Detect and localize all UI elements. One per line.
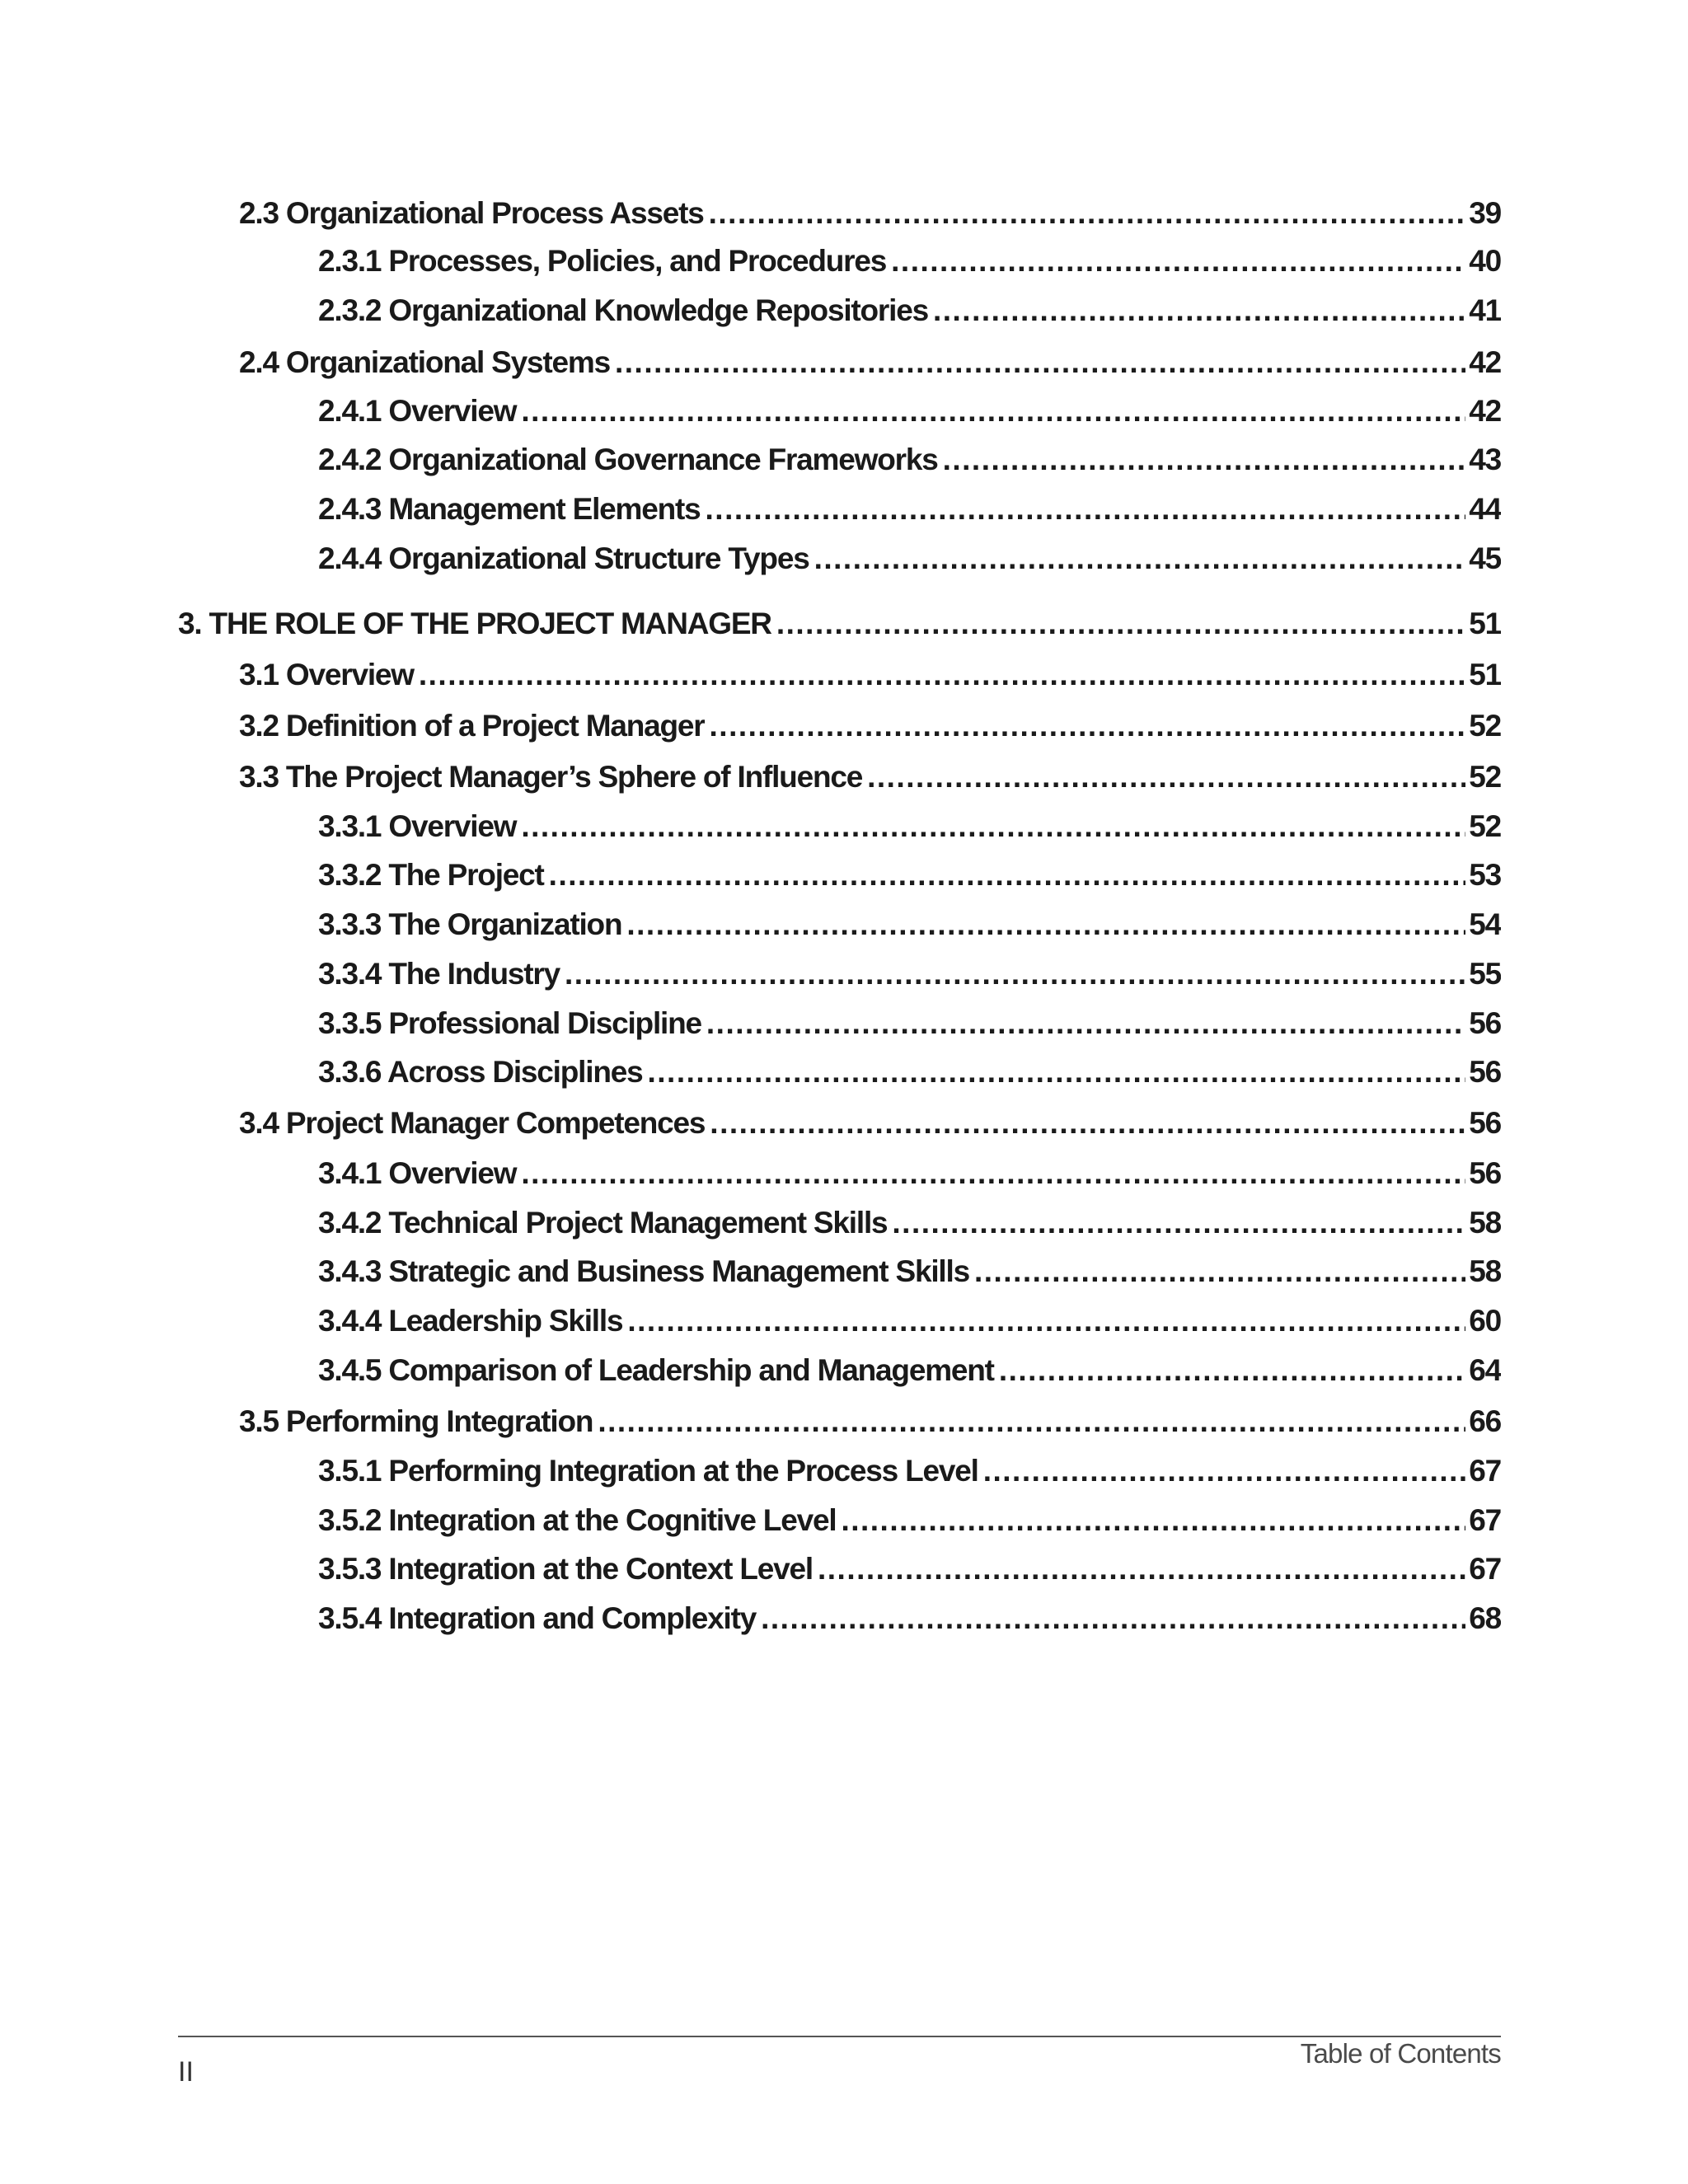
toc-entry[interactable] — [318, 1252, 1501, 1291]
footer-section-label: Table of Contents — [1300, 2038, 1501, 2069]
toc-entry-title: 3.3.3 The Organization — [318, 907, 622, 941]
toc-entry[interactable] — [318, 1203, 1501, 1243]
dot-leader — [776, 604, 1465, 644]
toc-entry-title: 2.4.2 Organizational Governance Frameworks — [318, 443, 938, 476]
dot-leader — [549, 855, 1466, 895]
dot-leader — [565, 954, 1465, 994]
toc-entry[interactable] — [318, 905, 1501, 944]
dot-leader — [891, 241, 1465, 281]
toc-entry-page: 52 — [1469, 760, 1501, 794]
toc-entry-page: 42 — [1469, 345, 1501, 379]
toc-entry-page: 66 — [1469, 1404, 1501, 1438]
toc-entry[interactable] — [318, 1599, 1501, 1638]
dot-leader — [761, 1599, 1465, 1638]
toc-entry-page: 39 — [1469, 196, 1501, 230]
toc-entry-title: 3.3 The Project Manager’s Sphere of Influence — [239, 760, 863, 794]
toc-entry[interactable] — [318, 1351, 1501, 1390]
toc-entry[interactable] — [318, 1154, 1501, 1193]
toc-entry-title: 3.2 Definition of a Project Manager — [239, 709, 705, 743]
toc-entry[interactable] — [318, 954, 1501, 994]
toc-entry-title: 3.3.2 The Project — [318, 858, 544, 892]
toc-entry-title: 3.4.2 Technical Project Management Skills — [318, 1206, 888, 1240]
toc-entry-title: 2.3.2 Organizational Knowledge Repositories — [318, 293, 928, 327]
dot-leader — [943, 440, 1466, 480]
toc-entry-page: 54 — [1469, 907, 1501, 941]
dot-leader — [521, 1154, 1465, 1193]
toc-entry-title: 3.5.3 Integration at the Context Level — [318, 1552, 813, 1586]
toc-entry-title: 2.3 Organizational Process Assets — [239, 196, 704, 230]
toc-entry[interactable] — [318, 440, 1501, 480]
dot-leader — [598, 1402, 1465, 1441]
toc-entry[interactable] — [239, 194, 1501, 233]
dot-leader — [814, 539, 1466, 579]
dot-leader — [710, 706, 1466, 746]
dot-leader — [892, 1203, 1465, 1243]
dot-leader — [626, 905, 1465, 944]
toc-entry-title: 3.4.5 Comparison of Leadership and Management — [318, 1353, 994, 1387]
dot-leader — [867, 757, 1465, 797]
toc-entry-page: 64 — [1469, 1353, 1501, 1387]
toc-entry-page: 53 — [1469, 858, 1501, 892]
dot-leader — [647, 1052, 1465, 1092]
dot-leader — [706, 490, 1466, 529]
toc-entry-title: 2.4.3 Management Elements — [318, 492, 701, 526]
toc-entry[interactable] — [318, 1052, 1501, 1092]
toc-entry[interactable] — [239, 757, 1501, 797]
toc-entry-title: 3.4.4 Leadership Skills — [318, 1304, 623, 1338]
toc-entry[interactable] — [318, 391, 1501, 431]
toc-entry[interactable] — [318, 539, 1501, 579]
toc-entry-title: 3.3.1 Overview — [318, 809, 517, 843]
toc-entry[interactable] — [318, 1451, 1501, 1491]
toc-entry-title: 3.1 Overview — [239, 658, 414, 691]
toc-entry-page: 55 — [1469, 957, 1501, 991]
dot-leader — [999, 1351, 1465, 1390]
toc-entry[interactable] — [318, 1501, 1501, 1540]
dot-leader — [974, 1252, 1465, 1291]
toc-entry-title: 3.4.3 Strategic and Business Management Skills — [318, 1254, 969, 1288]
toc-entry-title: 3. THE ROLE OF THE PROJECT MANAGER — [178, 607, 771, 640]
toc-entry[interactable] — [239, 655, 1501, 695]
toc-entry-page: 44 — [1469, 492, 1501, 526]
toc-entry-page: 41 — [1469, 293, 1501, 327]
toc-entry-title: 3.5.2 Integration at the Cognitive Level — [318, 1503, 837, 1537]
dot-leader — [615, 343, 1465, 382]
toc-entry-page: 58 — [1469, 1206, 1501, 1240]
toc-entry-title: 3.3.4 The Industry — [318, 957, 560, 991]
toc-entry-title: 3.5.1 Performing Integration at the Process Level — [318, 1454, 978, 1488]
toc-entry-page: 68 — [1469, 1601, 1501, 1635]
toc-entry-title: 3.4.1 Overview — [318, 1156, 517, 1190]
toc-entry-title: 3.3.6 Across Disciplines — [318, 1055, 643, 1089]
toc-entry-title: 3.5.4 Integration and Complexity — [318, 1601, 757, 1635]
toc-entry-title: 3.3.5 Professional Discipline — [318, 1006, 701, 1040]
toc-entry-page: 56 — [1469, 1156, 1501, 1190]
dot-leader — [521, 391, 1465, 431]
toc-entry-title: 2.3.1 Processes, Policies, and Procedures — [318, 244, 887, 278]
toc-entry[interactable] — [239, 1104, 1501, 1143]
dot-leader — [933, 291, 1465, 330]
toc-entry-page: 56 — [1469, 1106, 1501, 1140]
toc-entry-page: 56 — [1469, 1006, 1501, 1040]
toc-entry-page: 67 — [1469, 1454, 1501, 1488]
dot-leader — [419, 655, 1465, 695]
toc-entry-page: 58 — [1469, 1254, 1501, 1288]
toc-entry-page: 52 — [1469, 709, 1501, 743]
dot-leader — [706, 1004, 1465, 1043]
toc-entry[interactable] — [318, 241, 1501, 281]
footer-page-number: II — [178, 2056, 194, 2088]
dot-leader — [841, 1501, 1465, 1540]
toc-entry-title: 2.4.4 Organizational Structure Types — [318, 541, 809, 575]
toc-entry-page: 52 — [1469, 809, 1501, 843]
toc-entry-title: 2.4.1 Overview — [318, 394, 517, 428]
toc-entry-page: 51 — [1469, 658, 1501, 691]
toc-entry[interactable] — [318, 807, 1501, 846]
toc-entry-page: 56 — [1469, 1055, 1501, 1089]
toc-entry[interactable] — [318, 490, 1501, 529]
toc-entry[interactable] — [318, 1004, 1501, 1043]
toc-entry[interactable] — [178, 604, 1501, 644]
dot-leader — [818, 1549, 1465, 1589]
toc-entry-title: 3.4 Project Manager Competences — [239, 1106, 706, 1140]
toc-entry-page: 60 — [1469, 1304, 1501, 1338]
toc-entry[interactable] — [239, 706, 1501, 746]
toc-entry-page: 51 — [1469, 607, 1501, 640]
toc-entry[interactable] — [239, 1402, 1501, 1441]
toc-entry-page: 45 — [1469, 541, 1501, 575]
toc-entry-page: 42 — [1469, 394, 1501, 428]
toc-entry-page: 40 — [1469, 244, 1501, 278]
toc-entry[interactable] — [239, 343, 1501, 382]
dot-leader — [709, 194, 1466, 233]
dot-leader — [627, 1301, 1465, 1341]
toc-entry-title: 3.5 Performing Integration — [239, 1404, 593, 1438]
toc-entry-page: 43 — [1469, 443, 1501, 476]
toc-entry-page: 67 — [1469, 1503, 1501, 1537]
toc-entry-page: 67 — [1469, 1552, 1501, 1586]
toc-entry[interactable] — [318, 1301, 1501, 1341]
toc-entry-title: 2.4 Organizational Systems — [239, 345, 610, 379]
toc-entry[interactable] — [318, 1549, 1501, 1589]
dot-leader — [521, 807, 1465, 846]
toc-entry[interactable] — [318, 855, 1501, 895]
dot-leader — [710, 1104, 1465, 1143]
dot-leader — [983, 1451, 1466, 1491]
toc-entry[interactable] — [318, 291, 1501, 330]
